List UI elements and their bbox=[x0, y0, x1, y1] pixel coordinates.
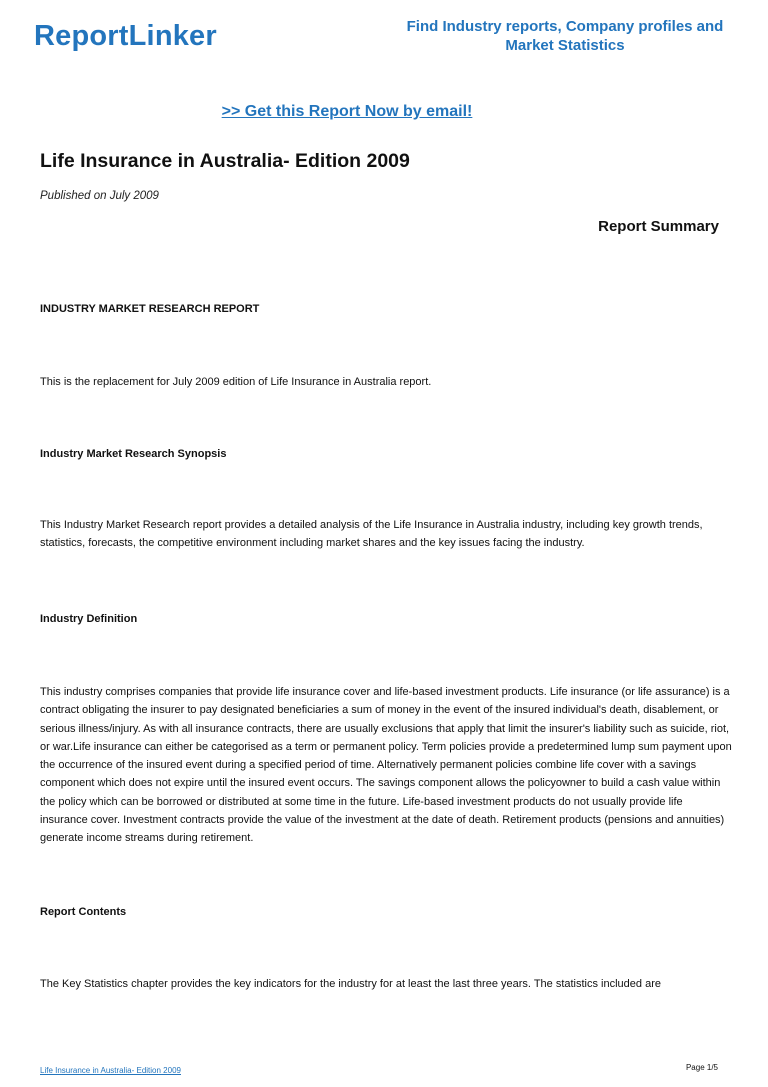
definition-heading: Industry Definition bbox=[40, 613, 138, 625]
replacement-note: This is the replacement for July 2009 edition of Life Insurance in Australia report. bbox=[40, 376, 432, 388]
get-report-email-link[interactable]: >> Get this Report Now by email! bbox=[221, 103, 473, 120]
reportlinker-logo[interactable]: ReportLinker bbox=[34, 20, 217, 52]
synopsis-heading: Industry Market Research Synopsis bbox=[40, 448, 227, 460]
definition-paragraph: This industry comprises companies that provide life insurance cover and life-based investment products. Life insurance (or life assurance) is a contract obligating the insurer to pay designated beneficiaries a sum of money in the event of the insured individual's death, disablement, or serious illness/injury. As with all insurance contracts, there are usually exclusions that apply that limit the insurer's liability such as suicide, riot, or war.Life insurance can either be categorised as a term or permanent policy. Term policies provide a predetermined lump sum payment upon the occurrence of the insured event during a specified period of time. Alternatively permanent policies combine life cover with a savings component which does not expire until the insured event occurs. The savings component allows the policyowner to build a cash value within the policy which can be borrowed or distributed at some time in the future. Life-based investment products do not usually provide life insurance cover. Investment contracts provide the value of the investment at the date of death. Retirement products (pensions and annuities) generate income streams during retirement. bbox=[40, 686, 732, 845]
report-title: Life Insurance in Australia- Edition 2009 bbox=[40, 150, 410, 172]
published-date: Published on July 2009 bbox=[40, 190, 159, 202]
synopsis-paragraph: This Industry Market Research report provides a detailed analysis of the Life Insurance in Australia industry, including key growth trends, statistics, forecasts, the competitive environment including market shares and the key issues facing the industry. bbox=[40, 519, 703, 550]
contents-paragraph: The Key Statistics chapter provides the key indicators for the industry for at least the last three years. The statistics included are bbox=[40, 978, 661, 990]
header-tagline: Find Industry reports, Company profiles and Market Statistics bbox=[406, 18, 724, 54]
imr-heading: INDUSTRY MARKET RESEARCH REPORT bbox=[40, 303, 260, 315]
report-summary-heading: Report Summary bbox=[598, 218, 719, 235]
page-number: Page 1/5 bbox=[685, 1063, 718, 1072]
footer-report-link[interactable]: Life Insurance in Australia- Edition 2009 bbox=[40, 1066, 181, 1075]
contents-heading: Report Contents bbox=[40, 906, 127, 918]
